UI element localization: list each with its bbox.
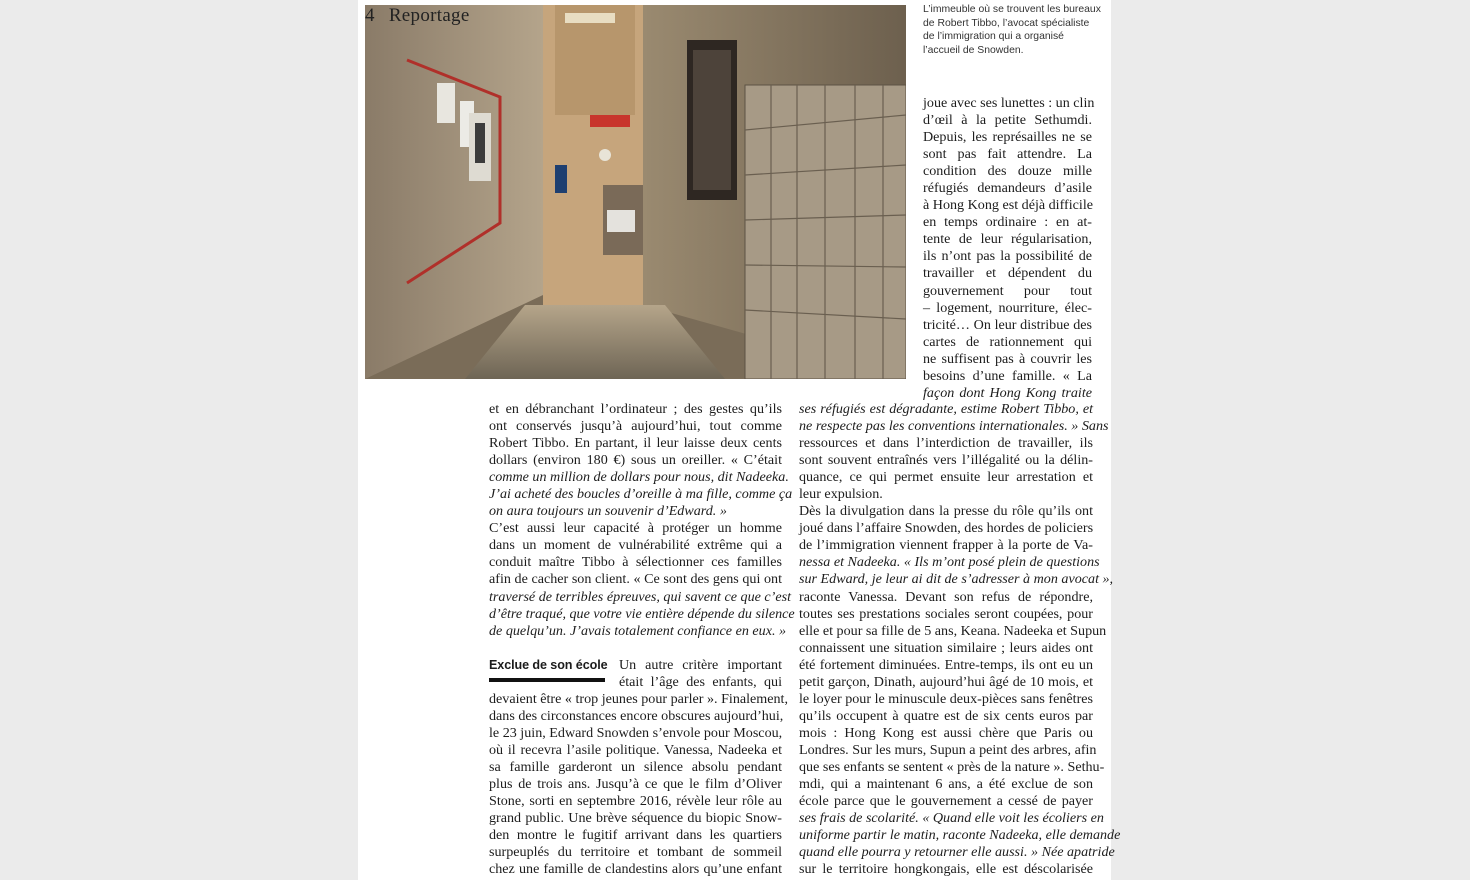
subhead: Exclue de son école	[489, 657, 605, 682]
text-line: condition des douze mille	[923, 163, 1092, 180]
text-line: – logement, nourriture, élec-	[923, 299, 1092, 316]
text-line: toutes ses prestations sociales seront coupées, pour	[799, 605, 1093, 622]
text-line: sur le territoire hongkongais, elle est déscolarisée	[799, 861, 1093, 878]
text-line: raconte Vanessa. Devant son refus de répondre,	[799, 588, 1093, 605]
text-line: ne suffisent pas à couvrir les	[923, 350, 1092, 367]
text-line: besoins d’une famille. « La	[923, 367, 1092, 384]
text-line: où il recevra l’asile politique. Vanessa, Nadeeka et	[489, 741, 782, 758]
text-line: mois : Hong Kong est aussi chère que Paris ou	[799, 724, 1093, 741]
text-line: nessa et Nadeeka. « Ils m’ont posé plein de questions	[799, 554, 1100, 571]
text-line: cartes de rationnement qui	[923, 333, 1092, 350]
text-line: sont souvent entraînés vers l’illégalité ou la délin-	[799, 452, 1093, 469]
text-line: d’être traqué, que votre vie entière dépende du silence	[489, 605, 795, 622]
column-right	[799, 401, 1121, 878]
text-line: ses réfugiés est dégradante, estime Robert Tibbo, et	[799, 401, 1093, 417]
section-title: Reportage	[388, 5, 470, 26]
text-line: dans un moment de vulnérabilité extrême qui a	[489, 537, 782, 554]
photo-caption: L’immeuble où se trouvent les bureaux de Robert Tibbo, l’avocat spécialiste de l’immigration qui a organisé l’accueil de Snowden.	[923, 4, 1101, 56]
text-line: chez une famille de clandestins alors qu’une enfant	[489, 861, 782, 878]
text-line: dans des circonstances encore obscures aujourd’hui,	[489, 707, 784, 724]
text-line: surpeuplés du territoire et tombant de sommeil	[489, 844, 782, 861]
text-line: qu’ils occupent à quatre est de six cents euros par	[799, 707, 1093, 724]
text-line: ils n’ont pas la possibilité de	[923, 248, 1092, 265]
text-line: de quelqu’un. J’avais totalement confiance en eux. »	[489, 622, 787, 639]
text-line: traversé de terribles épreuves, qui savent ce que c’est	[489, 588, 791, 605]
text-line: plus de trois ans. Jusqu’à ce que le film d’Oliver	[489, 775, 782, 792]
text-line: conduit maître Tibbo à sélectionner ces familles	[489, 554, 782, 571]
text-line: on aura toujours un souvenir d’Edward. »	[489, 503, 727, 520]
corridor-photo	[365, 5, 906, 379]
text-line: den montre le fugitif arrivant dans les quartiers	[489, 827, 782, 844]
text-line: école parce que le gouvernement a cessé de payer	[799, 793, 1093, 810]
column-left	[489, 401, 795, 878]
text-line: leur expulsion.	[799, 486, 883, 503]
text-line: tricité… On leur distribue des	[923, 316, 1092, 333]
text-line: réfugiés demandeurs d’asile	[923, 180, 1092, 197]
text-line: Un autre critère important	[619, 656, 782, 673]
text-line: mdi, qui a maintenant 6 ans, a été exclue de son	[799, 776, 1093, 793]
text-line: quand elle pourra y retourner elle aussi. » Née apatride	[799, 844, 1115, 861]
text-line: gouvernement pour tout	[923, 282, 1092, 299]
column-right-top	[923, 95, 1095, 402]
text-line: sur Edward, je leur ai dit de s’adresser à mon avocat »,	[799, 571, 1114, 588]
page-number: 4	[365, 5, 375, 26]
text-line: Depuis, les représailles ne se	[923, 129, 1092, 146]
text-line: le 23 juin, Edward Snowden s’envole pour Moscou,	[489, 724, 783, 741]
text-line: d’œil à la petite Sethumdi.	[923, 112, 1092, 129]
text-line: ne respecte pas les conventions internationales. » Sans	[799, 418, 1109, 435]
text-line: de l’immigration viennent frapper à la porte de Va-	[799, 537, 1093, 554]
text-line: sa famille garderont un silence absolu pendant	[489, 758, 782, 775]
text-line: dollars (environ 180 €) sous un oreiller. « C’était	[489, 452, 782, 469]
page-header	[365, 5, 470, 27]
text-line: afin de cacher son client. « Ce sont des gens qui ont	[489, 571, 782, 588]
text-line: grand public. Une brève séquence du biopic Snow-	[489, 810, 782, 827]
text-line: J’ai acheté des boucles d’oreille à ma fille, comme ça	[489, 486, 793, 503]
text-line: joue avec ses lunettes : un clin	[923, 95, 1095, 111]
text-line: ses frais de scolarité. « Quand elle voit les écoliers en	[799, 810, 1104, 827]
text-line: Stone, sorti en septembre 2016, révèle leur rôle au	[489, 793, 782, 810]
text-line: sont pas fait attendre. La	[923, 146, 1092, 163]
text-line: façon dont Hong Kong traite	[923, 384, 1092, 401]
text-line: quance, ce qui permet ensuite leur arrestation et	[799, 469, 1093, 486]
text-line: ressources et dans l’interdiction de travailler, ils	[799, 435, 1093, 452]
text-line: le loyer pour le minuscule deux-pièces sans fenêtres	[799, 690, 1093, 707]
text-line: elle et pour sa fille de 5 ans, Keana. Nadeeka et Supun	[799, 622, 1107, 639]
text-line: petit garçon, Dinath, aujourd’hui âgé de 10 mois, et	[799, 673, 1093, 690]
text-line: que ses enfants se sentent « près de la nature ». Sethu-	[799, 758, 1105, 775]
text-line: connaissent une situation similaire ; leurs aides ont	[799, 639, 1093, 656]
photo-corridor-mailboxes	[365, 5, 906, 379]
text-line: Dès la divulgation dans la presse du rôle qu’ils ont	[799, 503, 1093, 520]
text-line: uniforme partir le matin, raconte Nadeeka, elle demande	[799, 827, 1121, 844]
text-line: était l’âge des enfants, qui	[619, 673, 782, 690]
text-line: à Hong Kong est déjà difficile	[923, 197, 1093, 214]
text-line: joué dans l’affaire Snowden, des hordes de policiers	[799, 520, 1094, 537]
text-line: en temps ordinaire : en at-	[923, 214, 1092, 231]
text-line: Londres. Sur les murs, Supun a peint des arbres, afin	[799, 741, 1097, 758]
text-line: C’est aussi leur capacité à protéger un homme	[489, 520, 782, 537]
text-line: comme un million de dollars pour nous, dit Nadeeka.	[489, 469, 789, 486]
text-line: devaient être « trop jeunes pour parler ». Finalement,	[489, 690, 788, 707]
text-line: tente de leur régularisation,	[923, 231, 1092, 248]
subhead-block	[489, 657, 782, 691]
text-line: Robert Tibbo. En partant, il leur laisse deux cents	[489, 435, 782, 452]
text-line: ont conservés jusqu’à aujourd’hui, tout comme	[489, 418, 782, 435]
text-line: été fortement diminuées. Entre-temps, ils ont eu un	[799, 656, 1093, 673]
text-line: travailler et dépendent du	[923, 265, 1092, 282]
text-line: et en débranchant l’ordinateur ; des gestes qu’ils	[489, 401, 782, 417]
